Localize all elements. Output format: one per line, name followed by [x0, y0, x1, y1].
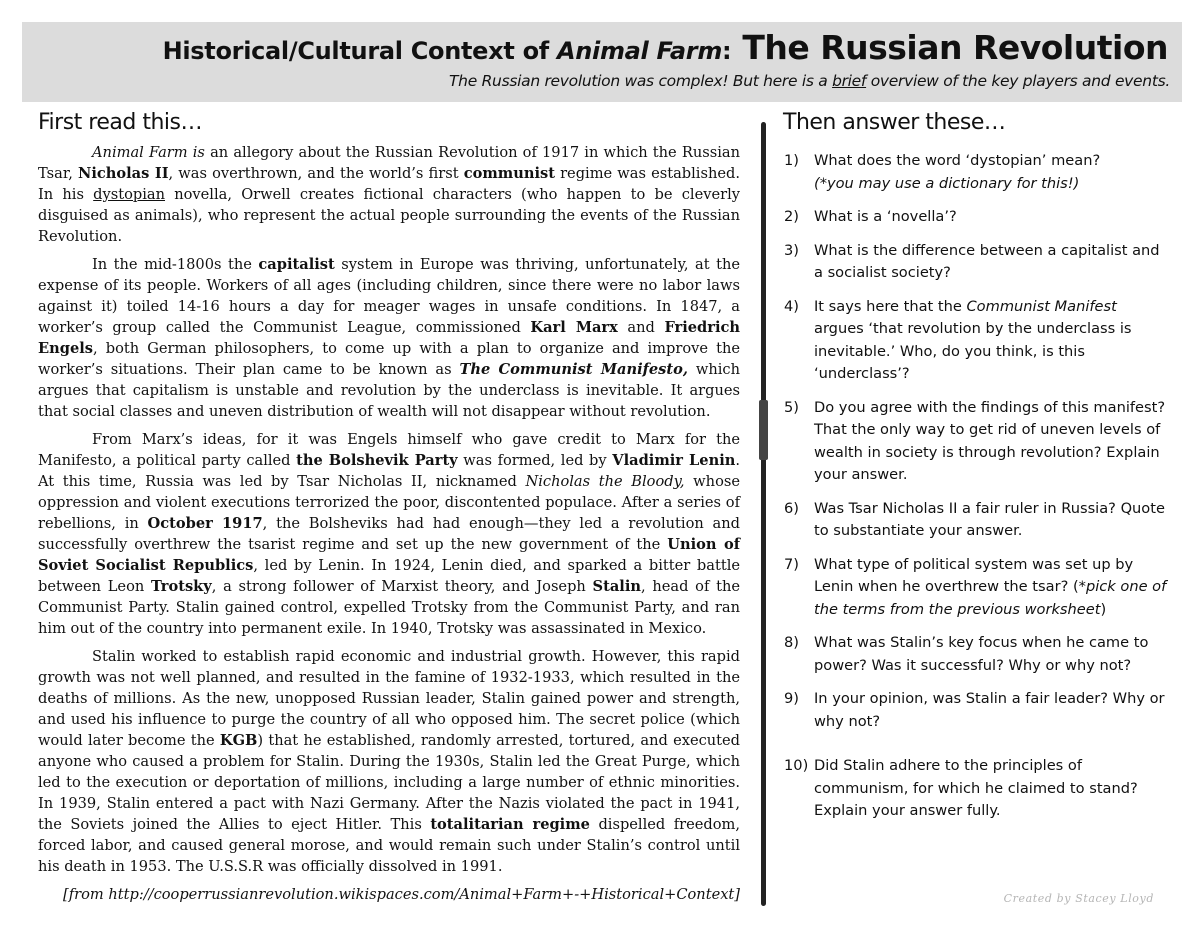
- source-link[interactable]: http://cooperrussianrevolution.wikispaces.com/Animal+Farm+-+Historical+Context: [108, 886, 735, 903]
- source-citation: [from http://cooperrussianrevolution.wikispaces.com/Animal+Farm+-+Historical+Context]: [63, 886, 740, 903]
- paragraph-4: Stalin worked to establish rapid economic and industrial growth. However, this rapid growth was not well planned, and resulted in the famine of 1932-1933, which resulted in the deaths of millions. As the new, unopposed Russian leader, Stalin gained power and strength, and used his influence to purge the country of all who opposed him. The secret police (which would later become the KGB) that he established, randomly arrested, tortured, and executed anyone who caused a problem for Stalin. During the 1930s, Stalin led the Great Purge, which led to the execution or deportation of millions, including a large number of ethnic minorities. In 1939, Stalin entered a pact with Nazi Germany. After the Nazis violated the pact in 1941, the Soviets joined the Allies to eject Hitler. This totalitarian regime dispelled freedom, forced labor, and caused general morose, and would remain such under Stalin’s control until his death in 1953. The U.S.S.R was officially dissolved in 1991.: [38, 648, 740, 875]
- divider-texture: [759, 400, 768, 460]
- subtitle-post: overview of the key players and events.: [866, 72, 1170, 90]
- page-title: [163, 28, 1168, 67]
- paragraph-1: Animal Farm is an allegory about the Russian Revolution of 1917 in which the Russian Tsar, Nicholas II, was overthrown, and the world’s first communist regime was established. In his dystopian novella, Orwell creates fictional characters (who happen to be cleverly disguised as animals), who represent the actual people surrounding the events of the Russian Revolution.: [38, 144, 740, 245]
- header-banner: [22, 22, 1182, 102]
- title-colon: :: [722, 37, 732, 65]
- question-item: 4) It says here that the Communist Manifest argues ‘that revolution by the underclass is inevitable.’ Who, do you think, is this ‘underclass’?: [784, 297, 1132, 382]
- column-divider: [761, 122, 766, 906]
- question-item: 10) Did Stalin adhere to the principles of communism, for which he claimed to stand? Explain your answer fully.: [784, 757, 1138, 819]
- question-item: 1) What does the word ‘dystopian’ mean? (*you may use a dictionary for this!): [784, 152, 1101, 192]
- question-item: 7) What type of political system was set up by Lenin when he overthrew the tsar? (*pick one of the terms from the previous worksheet): [784, 555, 1167, 618]
- reading-article: [38, 142, 740, 912]
- question-item: 8) What was Stalin’s key focus when he came to power? Was it successful? Why or why not?: [784, 634, 1149, 674]
- author-credit: Created by Stacey Lloyd: [1003, 892, 1154, 905]
- page-subtitle: [449, 72, 1170, 90]
- questions-list: [784, 150, 1169, 834]
- title-book: Animal Farm: [556, 37, 723, 65]
- subtitle-pre: The Russian revolution was complex! But here is a: [449, 72, 833, 90]
- question-item: 2) What is a ‘novella’?: [784, 208, 957, 225]
- paragraph-3: From Marx’s ideas, for it was Engels himself who gave credit to Marx for the Manifesto, a political party called the Bolshevik Party was formed, led by Vladimir Lenin. At this time, Russia was led by Tsar Nicholas II, nicknamed Nicholas the Bloody, whose oppression and violent executions terrorized the poor, discontented populace. After a series of rebellions, in October 1917, the Bolsheviks had had enough—they led a revolution and successfully overthrew the tsarist regime and set up the new government of the Union of Soviet Socialist Republics, led by Lenin. In 1924, Lenin died, and sparked a bitter battle between Leon Trotsky, a strong follower of Marxist theory, and Joseph Stalin, head of the Communist Party. Stalin gained control, expelled Trotsky from the Communist Party, and ran him out of the country into permanent exile. In 1940, Trotsky was assassinated in Mexico.: [38, 431, 740, 637]
- questions-heading: Then answer these…: [783, 110, 1006, 135]
- reading-heading: First read this…: [38, 110, 202, 135]
- question-item: 5) Do you agree with the findings of this manifest? That the only way to get rid of uneven levels of wealth in society is through revolution? Explain your answer.: [784, 398, 1166, 483]
- question-item: 3) What is the difference between a capitalist and a socialist society?: [784, 241, 1160, 281]
- paragraph-2: In the mid-1800s the capitalist system in Europe was thriving, unfortunately, at the expense of its people. Workers of all ages (including children, since there were no labor laws against it) toiled 14-16 hours a day for meager wages in unsafe conditions. In 1847, a worker’s group called the Communist League, commissioned Karl Marx and Friedrich Engels, both German philosophers, to come up with a plan to organize and improve the worker’s situations. Their plan came to be known as The Communist Manifesto, which argues that capitalism is unstable and revolution by the underclass is inevitable. It argues that social classes and uneven distribution of wealth will not disappear without revolution.: [38, 256, 740, 420]
- title-prefix: Historical/Cultural Context of: [162, 37, 557, 65]
- title-main: The Russian Revolution: [731, 28, 1168, 67]
- subtitle-underlined: brief: [832, 72, 867, 90]
- question-item: 9) In your opinion, was Stalin a fair leader? Why or why not?: [784, 690, 1165, 730]
- question-item: 6) Was Tsar Nicholas II a fair ruler in Russia? Quote to substantiate your answer.: [784, 499, 1165, 539]
